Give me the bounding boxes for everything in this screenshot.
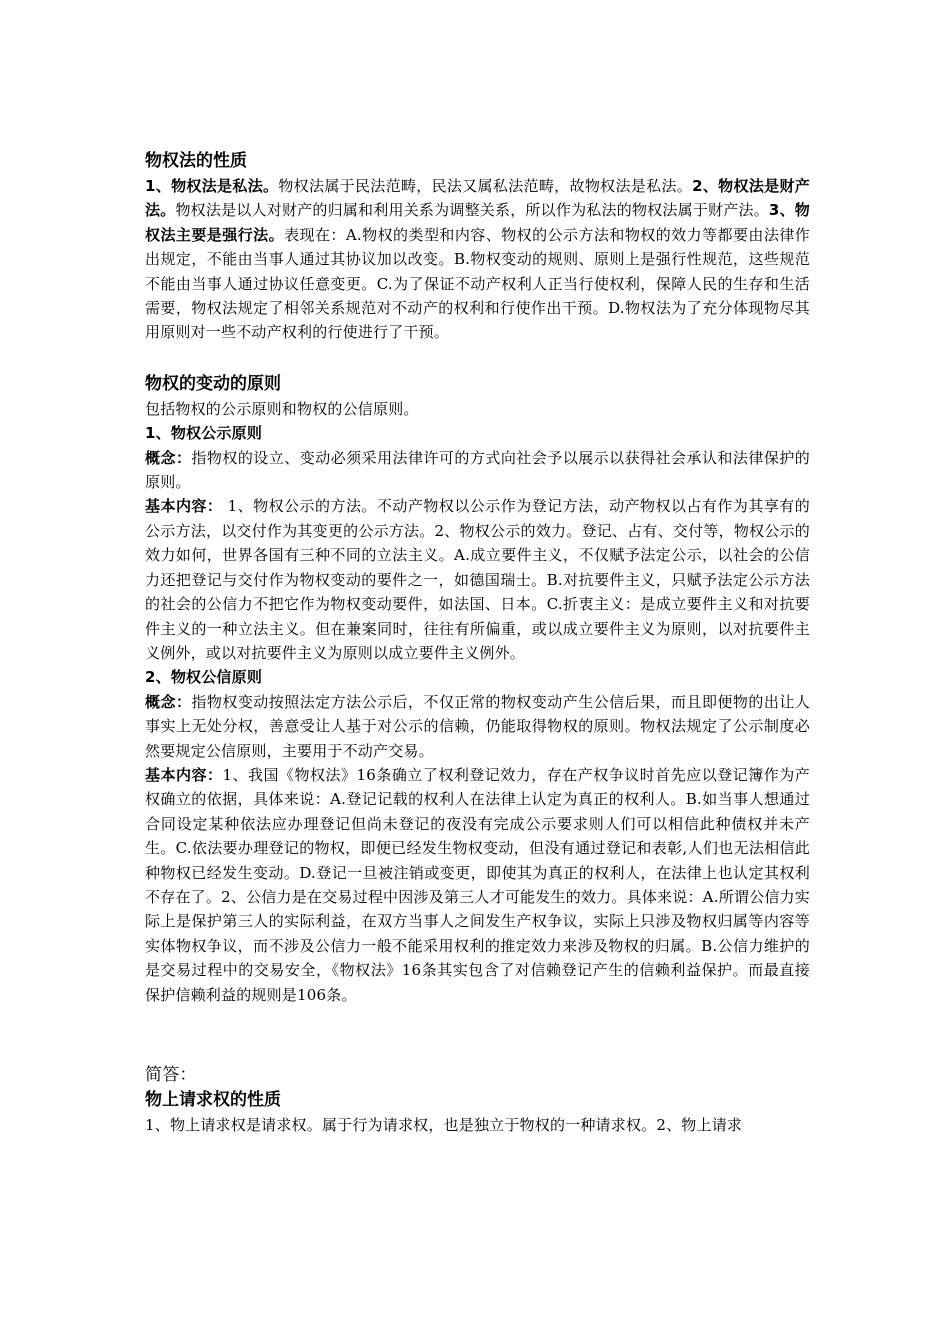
content-text: 1、我国《物权法》16条确立了权利登记效力，存在产权争议时首先应以登记簿作为产权确立的依据，具体来说：A.登记记载的权利人在法律上认定为真正的权利人。B.如当事人想通过合同设定某种依法应办理登记但尚未登记的夜没有完成公示要求则人们可以相信此种债权并未产生。C.依法要办理登记的物权，即便已经发生物权变动，但没有通过登记和表彰,人们也无法相信此种物权已经发生变动。D.登记一旦被注销或变更，即使其为真正的权利人，在法律上也认定其权利不存在了。2、公信力是在交易过程中因涉及第三人才可能发生的效力。具体来说：A.所谓公信力实际上是保护第三人的实际利益，在双方当事人之间发生产权争议，实际上只涉及物权归属等内容等实体物权争议，而不涉及公信力一般不能采用权利的推定效力来涉及物权的归属。B.公信力维护的是交易过程中的交易安全，《物权法》16条其实包含了对信赖登记产生的信赖利益保护。而最直接保护信赖利益的规则是106条。: [145, 765, 810, 1004]
point-1-text: 物权法属于民法范畴，民法又属私法范畴，故物权法是私法。: [278, 177, 693, 195]
short-answer-label: 简答：: [145, 1065, 197, 1085]
content-label: 基本内容：: [145, 765, 223, 784]
concept-label: 概念：: [145, 448, 192, 467]
content-text: 1、物权公示的方法。不动产物权以公示作为登记方法，动产物权以占有作为其享有的公示方法，以交付作为其变更的公示方法。2、物权公示的效力。登记、占有、交付等，物权公示的效力如何，世界各国有三种不同的立法主义。A.成立要件主义，不仅赋予法定公示，以社会的公信力还把登记与交付作为物权变动的要件之一，如德国瑞士。B.对抗要件主义，只赋予法定公示方法的社会的公信力不把它作为物权变动要件，如法国、日本。C.折衷主义：是成立要件主义和对抗要件主义的一种立法主义。但在兼案同时，往往有所偏重，或以成立要件主义为原则，以对抗要件主义例外，或以对抗要件主义为原则以成立要件主义例外。: [145, 497, 810, 662]
concept-label: 概念：: [145, 692, 192, 711]
paragraph-claim-right-nature: 1、物上请求权是请求权。属于行为请求权，也是独立于物权的一种请求权。2、物上请求: [145, 1116, 743, 1134]
concept-text: 指物权变动按照法定方法公示后，不仅正常的物权变动产生公信后果，而且即便物的出让人事实上无处分权，善意受让人基于对公示的信赖，仍能取得物权的原则。物权法规定了公示制度必然要规定公信原则，主要用于不动产交易。: [145, 692, 810, 760]
point-2-text: 物权法是以人对财产的归属和利用关系为调整关系，所以作为私法的物权法属于财产法。: [175, 201, 769, 220]
subheading-credibility-principle: [145, 665, 810, 689]
paragraph-credibility-concept: [145, 690, 810, 763]
section-title-change-principles: 物权的变动的原则: [145, 373, 281, 394]
content-label: 基本内容：: [145, 497, 223, 516]
paragraph-property-law-nature: [145, 174, 810, 345]
point-3-text: 表现在：A.物权的类型和内容、物权的公示方法和物权的效力等都要由法律作出规定，不能由当事人通过其协议加以改变。B.物权变动的规则、原则上是强行性规范，这些规范不能由当事人通过协议任意变更。C.为了保证不动产权利人正当行使权利，保障人民的生存和生活需要，物权法规定了相邻关系规范对不动产的权利和行使作出干预。D.物权法为了充分体现物尽其用原则对一些不动产权利的行使进行了干预。: [145, 225, 810, 342]
document-body: [145, 148, 810, 1137]
paragraph-publicity-content: [145, 494, 810, 665]
concept-text: 指物权的设立、变动必须采用法律许可的方式向社会予以展示以获得社会承认和法律保护的原则。: [145, 448, 810, 492]
intro-paragraph: 包括物权的公示原则和物权的公信原则。: [145, 399, 419, 418]
point-1-heading: 1、物权法是私法。: [145, 177, 279, 195]
paragraph-publicity-concept: [145, 446, 810, 495]
section-title-property-law-nature: 物权法的性质: [145, 151, 247, 171]
subheading-credibility-text: 2、物权公信原则: [145, 668, 263, 687]
subheading-publicity-principle: [145, 421, 810, 445]
section-title-claim-right-nature: 物上请求权的性质: [145, 1090, 281, 1110]
paragraph-credibility-content: [145, 763, 810, 1007]
point-2-heading: 2、物权法是财产法。: [145, 177, 810, 220]
point-3-heading: 3、物权法主要是强行法。: [145, 201, 810, 244]
subheading-publicity-text: 1、物权公示原则: [145, 424, 263, 443]
